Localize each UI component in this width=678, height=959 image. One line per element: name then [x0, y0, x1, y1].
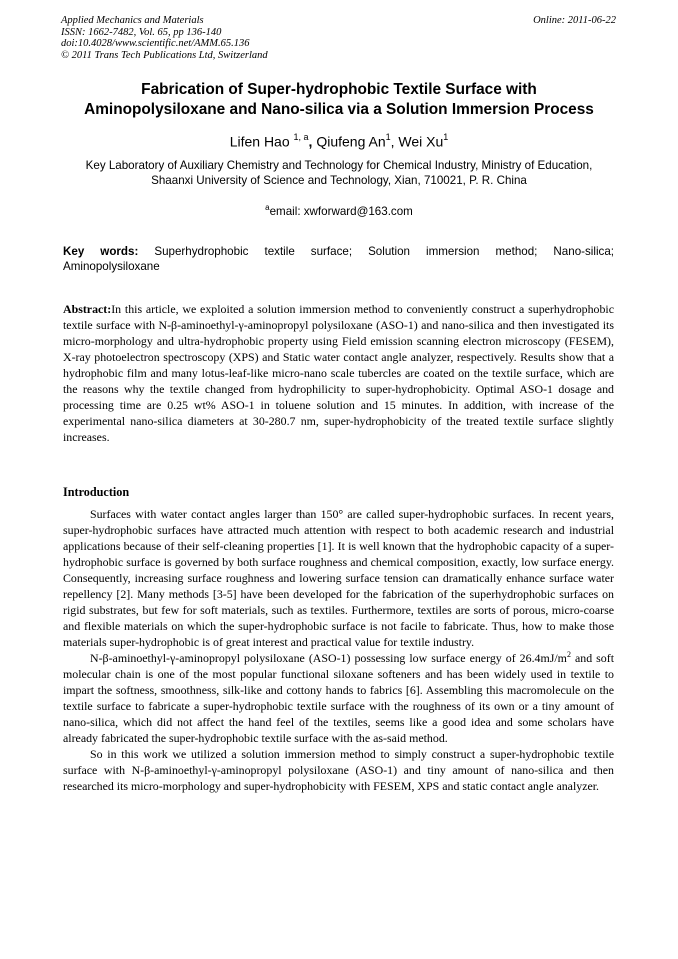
keywords-text-2: Aminopolysiloxane	[63, 260, 160, 273]
paragraph-text: and soft molecular chain is one of the most popular functional siloxane softeners and has been widely used in textile to impart the softness, smoothness, silk-like and cottony hands to fabrics [6]. Assembling this macromolecule on the textile surface to fabricate a super-hydrophobic textile surface with the roughness of its own or a tiny amount of nano-silica, which did not affect the hand feel of the textiles, seems like a good idea and some scholars have already fabricated the super-hydrophobic textile surface with the as-said method.	[63, 651, 615, 745]
abstract-label: Abstract:	[63, 302, 112, 316]
paragraph-text: N-β-aminoethyl-γ-aminopropyl polysiloxane (ASO-1) possessing low surface energy of 26.4mJ/m	[90, 651, 567, 665]
author-list	[40, 129, 638, 151]
paragraph	[63, 650, 614, 746]
journal-header	[61, 15, 616, 61]
author-affiliation-mark: 1, a	[293, 132, 309, 142]
keywords-text-1: Superhydrophobic textile surface; Solution immersion method; Nano-silica;	[138, 245, 614, 258]
affiliation-line-2: Shaanxi University of Science and Technology, Xian, 710021, P. R. China	[151, 174, 527, 187]
author-name: Qiufeng An	[316, 133, 386, 150]
affiliation-line-1: Key Laboratory of Auxiliary Chemistry and Technology for Chemical Industry, Ministry of Education,	[85, 159, 593, 172]
author-separator: ,	[390, 133, 399, 150]
email-mark: a	[265, 203, 270, 212]
email-text: email: xwforward@163.com	[269, 204, 413, 218]
author-separator: ,	[308, 133, 317, 150]
journal-name: Applied Mechanics and Materials	[61, 15, 204, 26]
author-name: Wei Xu	[398, 133, 444, 150]
affiliation	[52, 158, 626, 188]
paper-title	[40, 80, 638, 120]
keywords-line-1	[63, 244, 614, 259]
paragraph: Surfaces with water contact angles larger than 150° are called super-hydrophobic surfaces. In recent years, super-hydrophobic surfaces have attracted much attention with respect to both academic research and industrial applications because of their self-cleaning properties [1]. It is well known that the hydrophobic capacity of a super-hydrophobic surface is governed by both surface roughness and chemical composition, exactly, low surface energy. Consequently, increasing surface roughness and lowering surface tension can dramatically enhance surface water repellency [2]. Many methods [3-5] have been developed for the fabrication of the superhydrophobic surfaces on rigid substrates, but few for soft materials, such as textiles. Furthermore, textiles are sorts of porous, micro-coarse and flexible materials on which the super-hydrophobic surface is not facile to fabricate. Thus, how to make those materials super-hydrophobic is of great interest and practical value for textile industry.	[63, 507, 614, 649]
superscript: 2	[566, 650, 571, 660]
copyright-line: © 2011 Trans Tech Publications Ltd, Switzerland	[61, 49, 268, 61]
paragraph: So in this work we utilized a solution immersion method to simply construct a super-hydrophobic textile surface with N-β-aminoethyl-γ-aminopropyl polysiloxane (ASO-1) and tiny amount of nano-silica and then researched its micro-morphology and super-hydrophobicity with FESEM, XPS and static contact angle analyzer.	[63, 747, 614, 793]
doi-line: doi:10.4028/www.scientific.net/AMM.65.136	[61, 38, 250, 49]
author-name: Lifen Hao	[229, 133, 290, 150]
introduction-heading: Introduction	[63, 485, 130, 499]
abstract-block	[63, 301, 614, 445]
author-affiliation-mark: 1	[443, 132, 449, 142]
title-line-2: Aminopolysiloxane and Nano-silica via a Solution Immersion Process	[84, 101, 594, 118]
keywords-block	[63, 244, 614, 274]
title-line-1: Fabrication of Super-hydrophobic Textile Surface with	[141, 81, 537, 98]
issn-line: ISSN: 1662-7482, Vol. 65, pp 136-140	[61, 26, 222, 38]
abstract-text: In this article, we exploited a solution immersion method to conveniently construct a superhydrophobic textile surface with N-β-aminoethyl-γ-aminopropyl polysiloxane (ASO-1) and nano-silica and then investigated its micro-morphology and ultra-hydrophobic property using Field emission scanning electron microscopy (FESEM), X-ray photoelectron spectroscopy (XPS) and Static water contact angle analyzer, respectively. Results show that a hydrophobic film and many lotus-leaf-like micro-nano scale tubercles are coated on the textile surface, which are the reasons why the textile changed from hydrophilicity to super-hydrophobicity. Optimal ASO-1 dosage and processing time are 0.25 wt% ASO-1 in toluene solution and 15 minutes. In addition, with increase of the experimental nano-silica diameters at 30-280.7 nm, super-hydrophobicity of the treated textile surface slightly increases.	[63, 302, 614, 444]
keywords-label: Key words:	[63, 245, 139, 258]
author-email	[40, 200, 638, 219]
author-affiliation-mark: 1	[385, 132, 391, 142]
online-date: Online: 2011-06-22	[533, 15, 616, 26]
introduction-body	[63, 506, 614, 794]
